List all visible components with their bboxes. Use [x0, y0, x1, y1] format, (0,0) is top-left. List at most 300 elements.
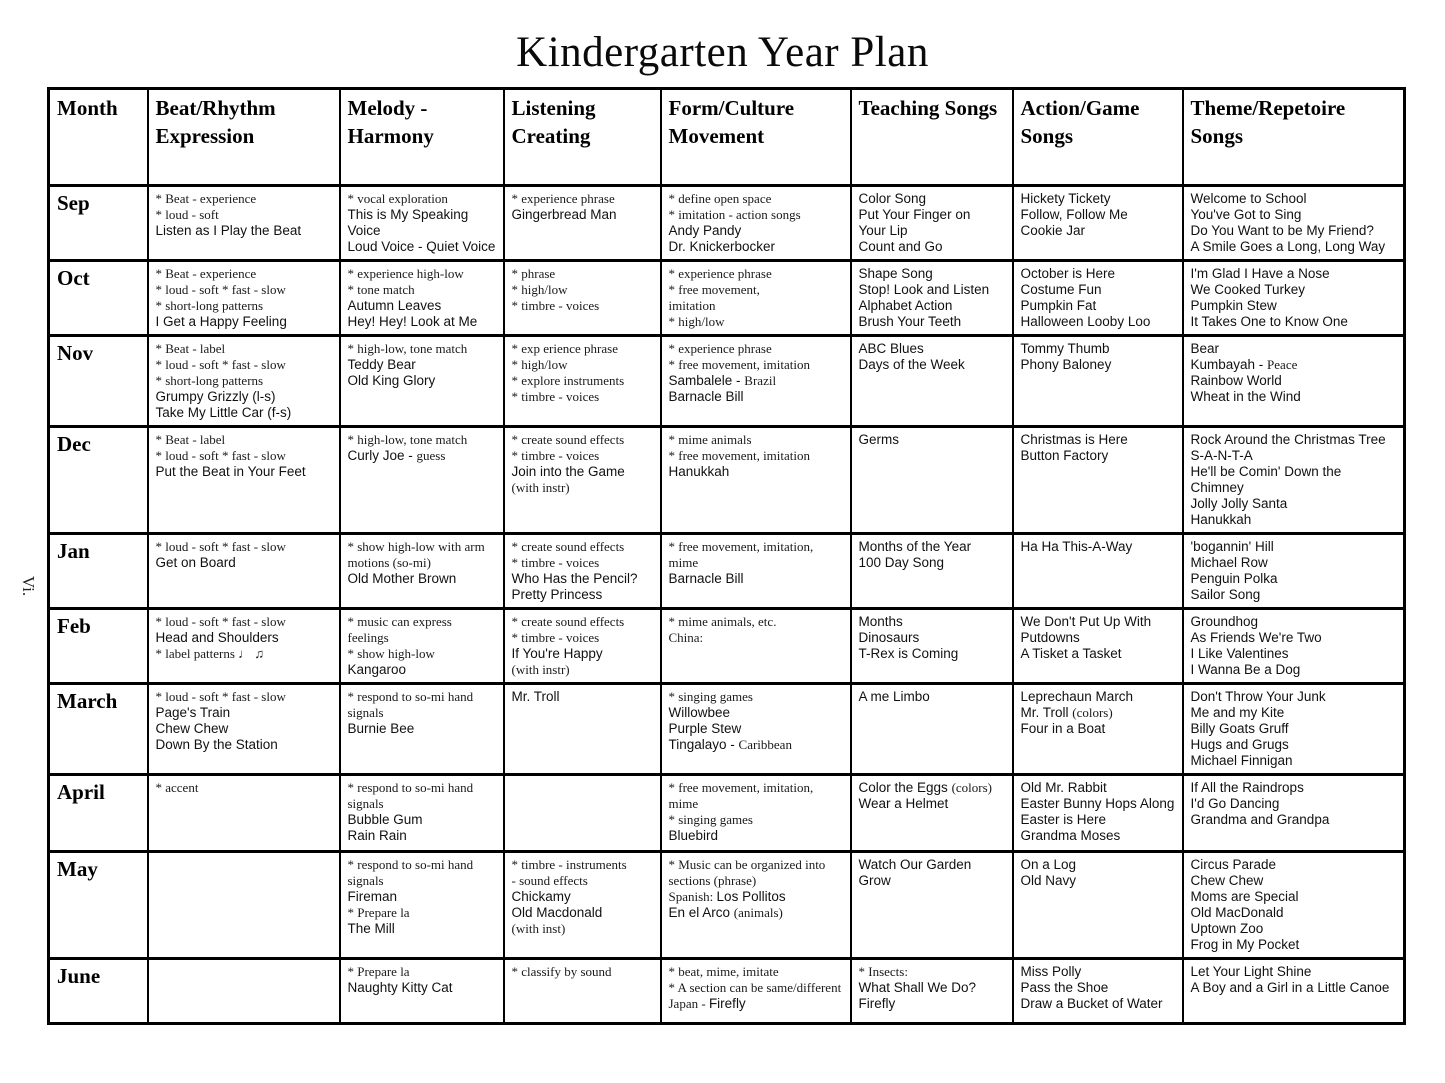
cell-line [1021, 980, 1176, 996]
text-segment: Bear [1190, 341, 1220, 356]
text-segment: On a Log [1020, 857, 1077, 872]
text-segment: He'll be Comin' Down the Chimney [1190, 464, 1342, 495]
cell-line [156, 373, 333, 389]
text-segment: Old King Glory [347, 373, 436, 388]
cell-line [348, 796, 497, 812]
text-segment: Watch Our Garden [858, 857, 972, 872]
text-segment: Chew Chew [1190, 873, 1264, 888]
cell-line [348, 614, 497, 630]
text-segment: Jolly Jolly Santa [1190, 496, 1288, 511]
cell-line [669, 341, 844, 357]
cell-line [1191, 191, 1398, 207]
cell-line [669, 964, 844, 980]
text-segment: Button Factory [1020, 448, 1109, 463]
column-header-action-game-songs: Action/Game Songs [1013, 89, 1183, 186]
text-segment: Michael Row [1190, 555, 1268, 570]
text-segment: motions (so-mi) [347, 555, 431, 570]
cell-line [669, 207, 844, 223]
page-title: Kindergarten Year Plan [516, 29, 929, 76]
text-segment: * A section can be same/different [668, 980, 842, 995]
cell-april-melody-harmony [340, 775, 504, 852]
cell-line [1191, 905, 1398, 921]
cell-line [156, 448, 333, 464]
text-segment: A Tisket a Tasket [1020, 646, 1122, 661]
text-segment: (colors) [1072, 705, 1113, 720]
cell-line [156, 646, 333, 662]
cell-line [156, 432, 333, 448]
text-segment: Hugs and Grugs [1190, 737, 1289, 752]
cell-line [1021, 432, 1176, 448]
text-segment: Frog in My Pocket [1190, 937, 1300, 952]
text-segment: Hey! Hey! Look at Me [347, 314, 478, 329]
cell-may-beat-rhythm [148, 852, 340, 959]
text-segment: * timbre - voices [511, 298, 600, 313]
cell-april-theme-repetoire-songs [1183, 775, 1405, 852]
cell-may-form-culture [661, 852, 851, 959]
cell-line [669, 191, 844, 207]
cell-line [156, 405, 333, 421]
table-row-jan [49, 534, 1405, 609]
side-margin-label: Vi. [19, 575, 39, 597]
text-segment: Leprechaun March [1020, 689, 1134, 704]
cell-line [1191, 373, 1398, 389]
cell-jan-action-game-songs [1013, 534, 1183, 609]
cell-line [512, 921, 654, 937]
text-segment: Months of the Year [858, 539, 972, 554]
cell-line [859, 223, 1006, 239]
text-segment: Tommy Thumb [1020, 341, 1110, 356]
cell-line [348, 571, 497, 587]
text-segment: * vocal exploration [347, 191, 448, 206]
month-label-march: March [49, 684, 148, 775]
cell-line [859, 873, 1006, 889]
text-segment: * high-low, tone match [347, 341, 468, 356]
text-segment: signals [347, 705, 384, 720]
text-segment: Tingalayo - [668, 737, 739, 752]
month-label-june: June [49, 959, 148, 1024]
cell-line [669, 223, 844, 239]
cell-june-listening-creating [504, 959, 661, 1024]
text-segment: Bluebird [668, 828, 719, 843]
cell-line [669, 996, 844, 1012]
cell-jan-form-culture [661, 534, 851, 609]
text-segment: * Music can be organized into [668, 857, 826, 872]
text-segment: You've Got to Sing [1190, 207, 1302, 222]
cell-dec-listening-creating [504, 427, 661, 534]
text-segment: * Beat - label [155, 432, 226, 447]
text-segment: Don't Throw Your Junk [1190, 689, 1326, 704]
cell-line [1191, 662, 1398, 678]
text-segment: * experience high-low [347, 266, 464, 281]
text-segment: As Friends We're Two [1190, 630, 1322, 645]
cell-line [1191, 937, 1398, 953]
text-segment: Pumpkin Stew [1190, 298, 1277, 313]
cell-line [1191, 341, 1398, 357]
month-label-sep: Sep [49, 186, 148, 261]
text-segment: * phrase [511, 266, 556, 281]
cell-dec-melody-harmony [340, 427, 504, 534]
text-segment: Brush Your Teeth [858, 314, 962, 329]
cell-line [669, 555, 844, 571]
text-segment: S-A-N-T-A [1190, 448, 1253, 463]
cell-line [1021, 223, 1176, 239]
cell-line [1021, 796, 1176, 812]
cell-line [1021, 873, 1176, 889]
text-segment: Barnacle Bill [668, 571, 744, 586]
text-segment: Pretty Princess [511, 587, 603, 602]
text-segment: * respond to so-mi hand [347, 857, 474, 872]
cell-line [512, 630, 654, 646]
cell-line [1191, 207, 1398, 223]
text-segment: Easter is Here [1020, 812, 1107, 827]
cell-line [348, 889, 497, 905]
cell-line [512, 432, 654, 448]
table-row-june [49, 959, 1405, 1024]
cell-line [348, 905, 497, 921]
text-segment: * create sound effects [511, 614, 625, 629]
cell-march-listening-creating [504, 684, 661, 775]
text-segment: The Mill [347, 921, 395, 936]
text-segment: * high-low, tone match [347, 432, 468, 447]
cell-line [669, 357, 844, 373]
cell-line [859, 239, 1006, 255]
cell-line [512, 266, 654, 282]
text-segment: * imitation - action songs [668, 207, 801, 222]
cell-line [1021, 857, 1176, 873]
cell-line [669, 464, 844, 480]
cell-march-form-culture [661, 684, 851, 775]
cell-line [156, 314, 333, 330]
month-label-nov: Nov [49, 336, 148, 427]
cell-line [348, 357, 497, 373]
cell-jan-melody-harmony [340, 534, 504, 609]
cell-line [348, 964, 497, 980]
cell-march-teaching-songs [851, 684, 1013, 775]
text-segment: * show high-low with arm [347, 539, 485, 554]
cell-line [156, 223, 333, 239]
month-label-feb: Feb [49, 609, 148, 684]
text-segment: Dr. Knickerbocker [668, 239, 776, 254]
text-segment: Old MacDonald [1190, 905, 1284, 920]
text-segment: Count and Go [858, 239, 943, 254]
text-segment: Circus Parade [1190, 857, 1277, 872]
cell-march-action-game-songs [1013, 684, 1183, 775]
text-segment: signals [347, 873, 384, 888]
cell-line [859, 298, 1006, 314]
cell-may-melody-harmony [340, 852, 504, 959]
text-segment: What Shall We Do? [858, 980, 977, 995]
cell-line [1021, 357, 1176, 373]
cell-line [512, 571, 654, 587]
text-segment: * high/low [511, 282, 568, 297]
cell-line [1021, 207, 1176, 223]
text-segment: I Get a Happy Feeling [155, 314, 287, 329]
cell-line [669, 857, 844, 873]
text-segment: Groundhog [1190, 614, 1259, 629]
cell-line [859, 555, 1006, 571]
cell-line [1191, 432, 1398, 448]
cell-line [669, 905, 844, 921]
column-header-form-culture: Form/Culture Movement [661, 89, 851, 186]
cell-april-teaching-songs [851, 775, 1013, 852]
cell-line [1191, 796, 1398, 812]
text-segment: * singing games [668, 812, 753, 827]
cell-line [669, 812, 844, 828]
cell-line [669, 614, 844, 630]
cell-line [859, 357, 1006, 373]
cell-line [512, 464, 654, 480]
text-segment: * respond to so-mi hand [347, 780, 474, 795]
cell-line [1021, 191, 1176, 207]
cell-sep-action-game-songs [1013, 186, 1183, 261]
text-segment: * show high-low [347, 646, 435, 661]
cell-line [512, 282, 654, 298]
text-segment: Moms are Special [1190, 889, 1299, 904]
cell-line [1191, 555, 1398, 571]
text-segment: Mr. Troll [511, 689, 560, 704]
cell-nov-theme-repetoire-songs [1183, 336, 1405, 427]
cell-line [348, 646, 497, 662]
cell-line [348, 314, 497, 330]
text-segment: It Takes One to Know One [1190, 314, 1348, 329]
cell-line [348, 689, 497, 705]
cell-feb-teaching-songs [851, 609, 1013, 684]
text-segment: Loud Voice - Quiet Voice [347, 239, 496, 254]
cell-line [512, 539, 654, 555]
cell-line [512, 357, 654, 373]
cell-may-action-game-songs [1013, 852, 1183, 959]
cell-april-beat-rhythm [148, 775, 340, 852]
cell-june-action-game-songs [1013, 959, 1183, 1024]
text-segment: Put the Beat in Your Feet [155, 464, 306, 479]
text-segment: guess [416, 448, 446, 463]
text-segment: * timbre - voices [511, 448, 600, 463]
text-segment: (colors) [951, 780, 992, 795]
table-row-oct [49, 261, 1405, 336]
text-segment: Old Mother Brown [347, 571, 457, 586]
cell-line [859, 314, 1006, 330]
text-segment: Gingerbread Man [511, 207, 617, 222]
cell-line [348, 266, 497, 282]
text-segment: * mime animals [668, 432, 752, 447]
text-segment: Wheat in the Wind [1190, 389, 1301, 404]
text-segment: * high/low [668, 314, 725, 329]
text-segment: (with instr) [511, 662, 570, 677]
text-segment: Rain Rain [347, 828, 407, 843]
text-segment: Willowbee [668, 705, 731, 720]
cell-line [512, 373, 654, 389]
cell-line [348, 828, 497, 844]
cell-line [859, 964, 1006, 980]
cell-feb-beat-rhythm [148, 609, 340, 684]
text-segment: Stop! Look and Listen [858, 282, 990, 297]
text-segment: Me and my Kite [1190, 705, 1285, 720]
cell-nov-beat-rhythm [148, 336, 340, 427]
cell-line [859, 266, 1006, 282]
cell-dec-theme-repetoire-songs [1183, 427, 1405, 534]
cell-feb-theme-repetoire-songs [1183, 609, 1405, 684]
cell-line [859, 282, 1006, 298]
text-segment: * Prepare la [347, 964, 410, 979]
text-segment: T-Rex is Coming [858, 646, 959, 661]
text-segment: Old Navy [1020, 873, 1077, 888]
cell-line [669, 314, 844, 330]
text-segment: We Don't Put Up With [1020, 614, 1152, 629]
text-segment: * label patterns ♩ ♫ [155, 646, 265, 661]
text-segment: Listen as I Play the Beat [155, 223, 302, 238]
text-segment: - sound effects [511, 873, 588, 888]
cell-line [1191, 812, 1398, 828]
text-segment: Japan - [668, 996, 709, 1011]
text-segment: Bubble Gum [347, 812, 423, 827]
cell-line [1191, 780, 1398, 796]
text-segment: Kangaroo [347, 662, 407, 677]
cell-line [1191, 921, 1398, 937]
text-segment: Ha Ha This-A-Way [1020, 539, 1133, 554]
table-row-dec [49, 427, 1405, 534]
text-segment: mime [668, 555, 699, 570]
cell-line [348, 448, 497, 464]
cell-line [156, 689, 333, 705]
text-segment: * loud - soft * fast - slow [155, 448, 286, 463]
cell-oct-listening-creating [504, 261, 661, 336]
cell-line [859, 646, 1006, 662]
cell-line [512, 905, 654, 921]
cell-line [1191, 389, 1398, 405]
cell-line [512, 448, 654, 464]
cell-line [859, 689, 1006, 705]
cell-feb-listening-creating [504, 609, 661, 684]
cell-line [1021, 298, 1176, 314]
cell-line [1021, 812, 1176, 828]
cell-line [512, 689, 654, 705]
text-segment: Dinosaurs [858, 630, 920, 645]
cell-line [156, 721, 333, 737]
cell-line [156, 207, 333, 223]
text-segment: Spanish: [668, 889, 717, 904]
text-segment: mime [668, 796, 699, 811]
text-segment: Follow, Follow Me [1020, 207, 1128, 222]
cell-line [348, 812, 497, 828]
text-segment: Miss Polly [1020, 964, 1082, 979]
cell-line [669, 737, 844, 753]
text-segment: * free movement, [668, 282, 760, 297]
cell-march-beat-rhythm [148, 684, 340, 775]
text-segment: * beat, mime, imitate [668, 964, 779, 979]
text-segment: * Prepare la [347, 905, 410, 920]
cell-line [1021, 780, 1176, 796]
text-segment: Phony Baloney [1020, 357, 1112, 372]
cell-nov-melody-harmony [340, 336, 504, 427]
text-segment: Sambalele - [668, 373, 745, 388]
text-segment: Color the Eggs [858, 780, 952, 795]
cell-line [348, 921, 497, 937]
text-segment: Chickamy [511, 889, 571, 904]
text-segment: Mr. Troll [1020, 705, 1073, 720]
text-segment: * define open space [668, 191, 772, 206]
text-segment: Christmas is Here [1020, 432, 1128, 447]
cell-line [156, 282, 333, 298]
cell-line [669, 980, 844, 996]
cell-line [156, 191, 333, 207]
text-segment: Wear a Helmet [858, 796, 949, 811]
cell-line [348, 282, 497, 298]
cell-line [348, 662, 497, 678]
cell-line [1191, 223, 1398, 239]
cell-sep-beat-rhythm [148, 186, 340, 261]
table-row-march [49, 684, 1405, 775]
text-segment: Alphabet Action [858, 298, 953, 313]
text-segment: * accent [155, 780, 199, 795]
cell-line [669, 389, 844, 405]
text-segment: Draw a Bucket of Water [1020, 996, 1163, 1011]
text-segment: * loud - soft * fast - slow [155, 539, 286, 554]
cell-line [348, 432, 497, 448]
year-plan-table [47, 87, 1406, 1025]
text-segment: Putdowns [1020, 630, 1080, 645]
cell-line [669, 432, 844, 448]
cell-line [1191, 539, 1398, 555]
month-label-oct: Oct [49, 261, 148, 336]
text-segment: Easter Bunny Hops Along [1020, 796, 1175, 811]
text-segment: Barnacle Bill [668, 389, 744, 404]
cell-line [859, 796, 1006, 812]
cell-line [348, 873, 497, 889]
text-segment: * Beat - label [155, 341, 226, 356]
cell-june-melody-harmony [340, 959, 504, 1024]
text-segment: October is Here [1020, 266, 1116, 281]
cell-line [1021, 539, 1176, 555]
text-segment: Caribbean [738, 737, 792, 752]
cell-line [1191, 266, 1398, 282]
text-segment: Pass the Shoe [1020, 980, 1109, 995]
text-segment: Firefly [858, 996, 896, 1011]
cell-line [156, 539, 333, 555]
cell-line [348, 191, 497, 207]
text-segment: Put Your Finger on [858, 207, 971, 222]
text-segment: * free movement, imitation [668, 448, 811, 463]
cell-line [1191, 857, 1398, 873]
cell-line [669, 298, 844, 314]
cell-may-teaching-songs [851, 852, 1013, 959]
text-segment: If You're Happy [511, 646, 603, 661]
month-label-may: May [49, 852, 148, 959]
cell-line [1021, 614, 1176, 630]
cell-line [156, 357, 333, 373]
text-segment: 'bogannin' Hill [1190, 539, 1274, 554]
text-segment: Curly Joe - [347, 448, 417, 463]
text-segment: China: [668, 630, 704, 645]
cell-line [512, 555, 654, 571]
cell-nov-form-culture [661, 336, 851, 427]
month-label-dec: Dec [49, 427, 148, 534]
text-segment: (with inst) [511, 921, 566, 936]
text-segment: * short-long patterns [155, 298, 264, 313]
text-segment: Color Song [858, 191, 927, 206]
cell-nov-action-game-songs [1013, 336, 1183, 427]
text-segment: * experience phrase [668, 266, 772, 281]
cell-line [512, 389, 654, 405]
table-row-nov [49, 336, 1405, 427]
cell-line [669, 266, 844, 282]
cell-line [156, 389, 333, 405]
cell-april-action-game-songs [1013, 775, 1183, 852]
cell-line [669, 796, 844, 812]
cell-line [669, 571, 844, 587]
cell-line [669, 721, 844, 737]
text-segment: I Like Valentines [1190, 646, 1289, 661]
cell-line [1191, 587, 1398, 603]
